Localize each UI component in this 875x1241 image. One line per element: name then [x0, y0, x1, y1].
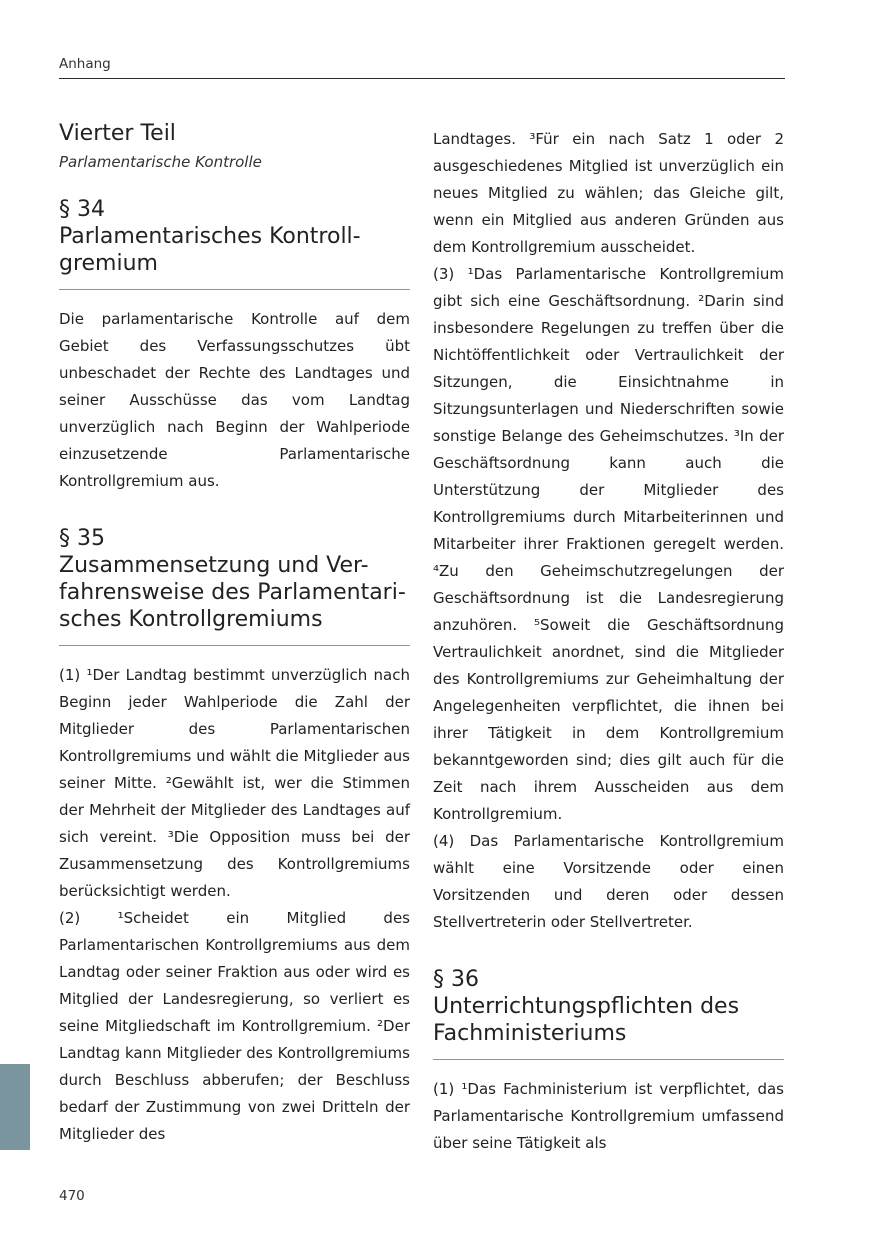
section-34-title-line1: Parlamentarisches Kontroll- [59, 224, 361, 249]
section-36-title-line1: Unterrichtungspflichten des [433, 994, 740, 1019]
section-35-paragraph-2-continued: Landtages. ³Für ein nach Satz 1 oder 2 ausgeschiedenes Mitglied ist unverzüglich ein neues Mitglied zu wählen; das Gleiche gilt, wenn ein Mitglied aus anderen Gründen aus dem Kontrollgremium ausscheidet. [433, 130, 784, 256]
section-36-rule [433, 1059, 784, 1060]
section-35-rule [59, 645, 410, 646]
section-36-title-line2: Fachministeriums [433, 1021, 627, 1046]
section-35-paragraph-3: (3) ¹Das Parlamentarische Kontrollgremium gibt sich eine Geschäftsordnung. ²Darin sind insbesondere Regelungen zu treffen über die Nichtöffentlichkeit oder Vertraulichkeit der Sitzungen, die Einsichtnahme in Sitzungsunterlagen und Niederschriften sowie sonstige Belange des Geheimschutzes. ³In der Geschäftsordnung kann auch die Unterstützung der Mitglieder des Kontrollgremiums durch Mitarbeiterinnen und Mitarbeiter ihrer Fraktionen geregelt werden. ⁴Zu den Geheimschutzregelungen der Geschäftsordnung ist die Landesregierung anzuhören. ⁵Soweit die Geschäftsordnung Vertraulichkeit anordnet, sind die Mitglieder des Kontrollgremiums zur Geheimhaltung der Angelegenheiten verpflichtet, die ihnen bei ihrer Tätigkeit in dem Kontrollgremium bekanntgeworden sind; dies gilt auch für die Zeit nach ihrem Ausscheiden aus dem Kontrollgremium. [433, 265, 784, 823]
section-35-paragraph-1: (1) ¹Der Landtag bestimmt unverzüglich nach Beginn jeder Wahlperiode die Zahl der Mitglieder des Parlamentarischen Kontrollgremiums und wählt die Mitglieder aus seiner Mitte. ²Gewählt ist, wer die Stimmen der Mehrheit der Mitglieder des Landtages auf sich vereint. ³Die Opposition muss bei der Zusammensetzung des Kontrollgremiums berücksichtigt werden. [59, 666, 410, 900]
section-35-number: § 35 [59, 526, 105, 551]
section-36-number: § 36 [433, 967, 479, 992]
section-34-number: § 34 [59, 197, 105, 222]
chapter-tab-marker [0, 1064, 30, 1150]
running-head: Anhang [59, 56, 111, 72]
right-column [433, 126, 784, 1157]
page-number: 470 [59, 1188, 85, 1204]
part-title: Vierter Teil [59, 121, 176, 146]
section-36-paragraph-1: (1) ¹Das Fachministerium ist verpflichtet, das Parlamentarische Kontrollgremium umfassend über seine Tätigkeit als [433, 1080, 784, 1152]
section-34-title-line2: gremium [59, 251, 158, 276]
header-rule [59, 78, 785, 79]
section-35-title-line1: Zusammensetzung und Ver- [59, 553, 369, 578]
section-35-paragraph-2: (2) ¹Scheidet ein Mitglied des Parlamentarischen Kontrollgremiums aus dem Landtag oder seiner Fraktion aus oder wird es Mitglied der Landesregierung, so verliert es seine Mitgliedschaft im Kontrollgremium. ²Der Landtag kann Mitglieder des Kontrollgremiums durch Beschluss abberufen; der Beschluss bedarf der Zustimmung von zwei Dritteln der Mitglieder des [59, 909, 410, 1143]
part-subtitle: Parlamentarische Kontrolle [59, 153, 262, 171]
section-35-title-line3: sches Kontrollgremiums [59, 607, 323, 632]
section-34-rule [59, 289, 410, 290]
left-column [59, 120, 410, 1148]
section-34-body: Die parlamentarische Kontrolle auf dem Gebiet des Verfassungsschutzes übt unbeschadet der Rechte des Landtages und seiner Ausschüsse das vom Landtag unverzüglich nach Beginn der Wahlperiode einzusetzende Parlamentarische Kontrollgremium aus. [59, 310, 410, 490]
section-35-paragraph-4: (4) Das Parlamentarische Kontrollgremium wählt eine Vorsitzende oder einen Vorsitzenden und deren oder dessen Stellvertreterin oder Stellvertreter. [433, 832, 784, 931]
section-35-title-line2: fahrensweise des Parlamentari- [59, 580, 406, 605]
